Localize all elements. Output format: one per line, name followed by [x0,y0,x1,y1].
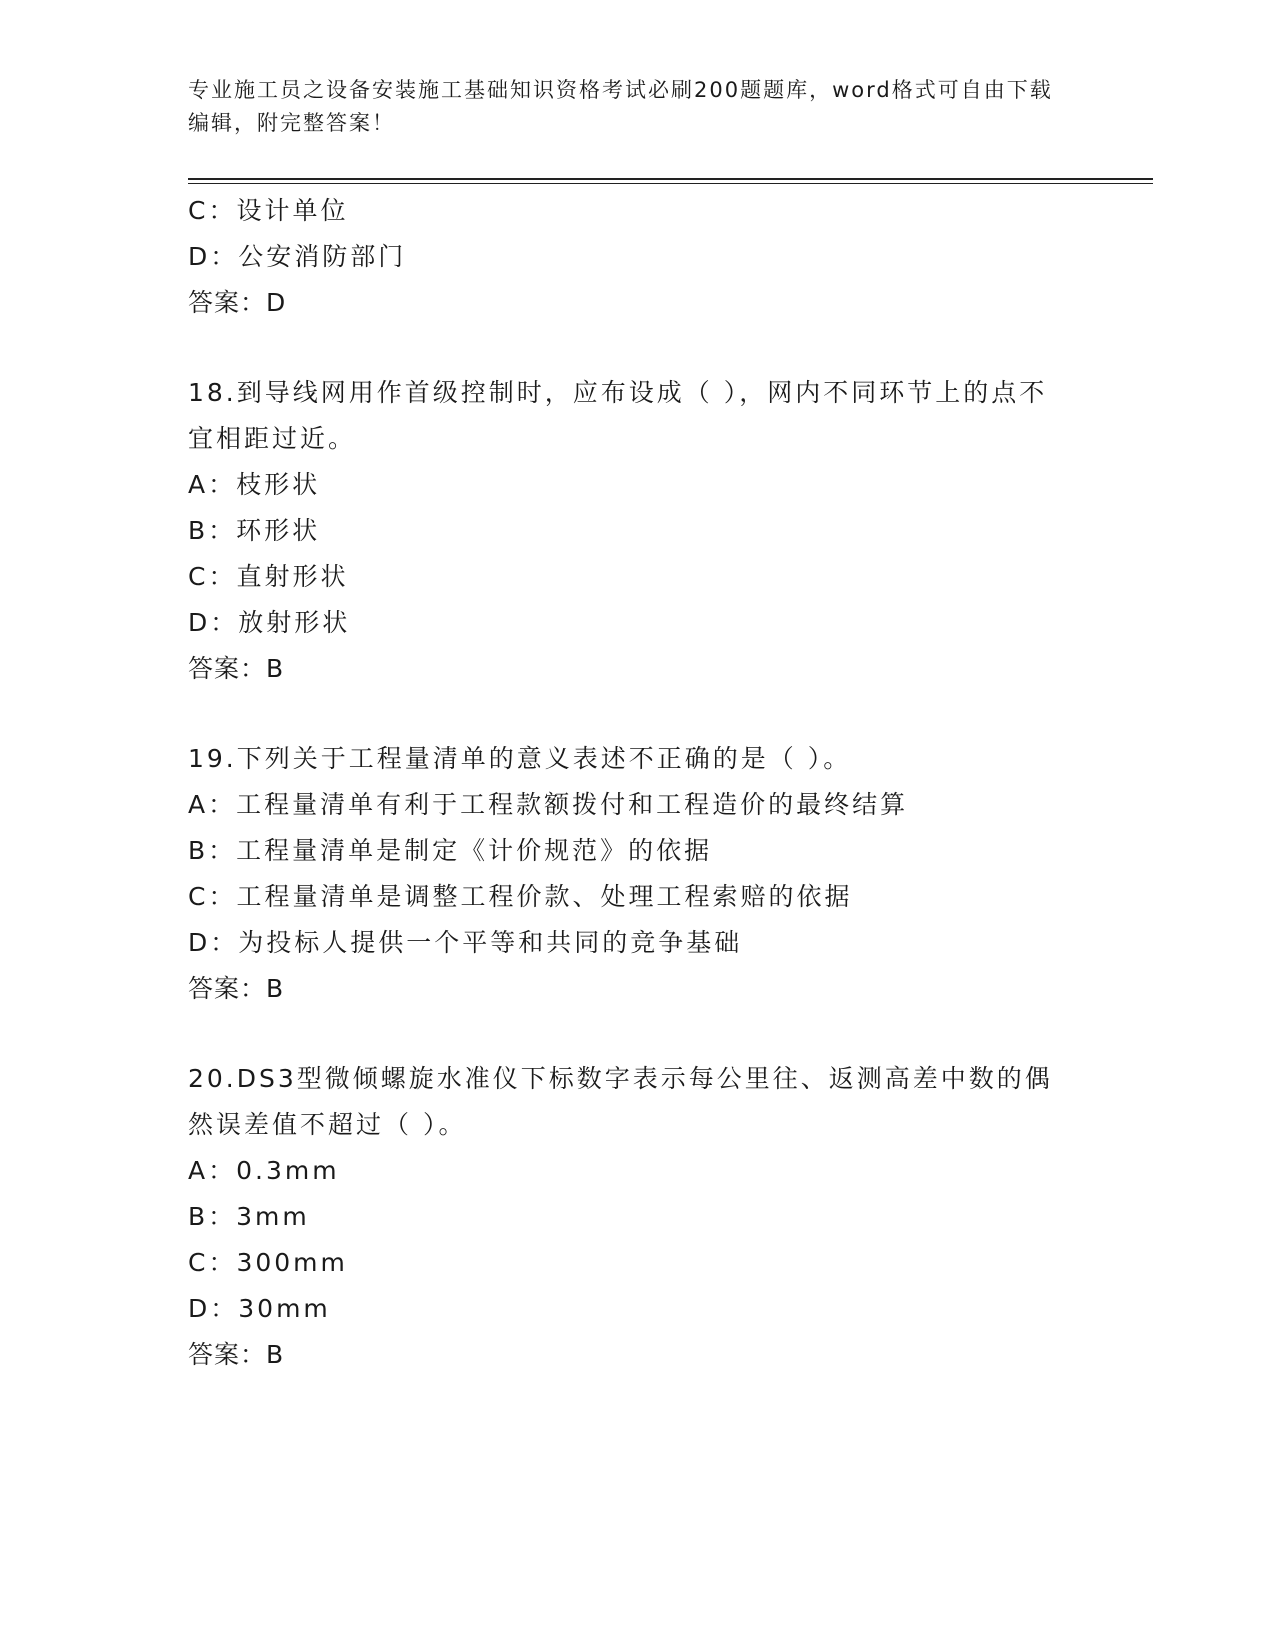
option-text: 环形状 [236,516,321,545]
option-b [188,828,1068,874]
option-text: 工程量清单是调整工程价款、处理工程索赔的依据 [236,882,853,911]
option-text: 工程量清单是制定《计价规范》的依据 [236,836,713,865]
option-label: A： [188,790,237,819]
option-label: D： [188,928,239,957]
option-d [188,600,1068,646]
answer: 答案：B [188,1340,285,1369]
option-label: C： [188,562,237,591]
question-list [188,188,1068,1378]
option-text: 0.3mm [236,1156,340,1185]
option-b [188,1194,1068,1240]
option-text: 公安消防部门 [238,242,407,271]
option-label: D： [188,1294,239,1323]
option-label: D： [188,242,239,271]
option-text: 放射形状 [238,608,351,637]
question-text: 19.下列关于工程量清单的意义表述不正确的是（ ）。 [188,744,852,773]
header-rule-thick [188,178,1153,180]
question-18 [188,370,1068,692]
option-label: A： [188,1156,237,1185]
option-d [188,920,1068,966]
option-c [188,874,1068,920]
option-text: 300mm [236,1248,348,1277]
option-label: C： [188,196,237,225]
option-text: 30mm [238,1294,331,1323]
option-text: 枝形状 [236,470,321,499]
option-text: 设计单位 [236,196,349,225]
header-rule-thin [188,183,1153,184]
option-a [188,782,1068,828]
option-text: 3mm [236,1202,310,1231]
document-header [188,74,1068,140]
option-label: B： [188,836,237,865]
answer: 答案：B [188,654,285,683]
option-a [188,462,1068,508]
option-label: C： [188,1248,237,1277]
option-label: B： [188,516,237,545]
question-text: 20.DS3型微倾螺旋水准仪下标数字表示每公里往、返测高差中数的偶然误差值不超过（ ）。 [188,1064,1053,1139]
option-c [188,554,1068,600]
question-17-continued [188,188,1068,326]
option-text: 工程量清单有利于工程款额拨付和工程造价的最终结算 [236,790,909,819]
option-c [188,1240,1068,1286]
question-text: 18.到导线网用作首级控制时，应布设成（ ），网内不同环节上的点不宜相距过近。 [188,378,1048,453]
option-c [188,188,1068,234]
option-b [188,508,1068,554]
option-d [188,1286,1068,1332]
option-a [188,1148,1068,1194]
question-19 [188,736,1068,1012]
option-label: A： [188,470,237,499]
answer: 答案：B [188,974,285,1003]
option-text: 直射形状 [236,562,349,591]
option-label: C： [188,882,237,911]
question-20 [188,1056,1068,1378]
option-label: D： [188,608,239,637]
header-title: 专业施工员之设备安装施工基础知识资格考试必刷200题题库，word格式可自由下载编辑，附完整答案！ [188,78,1053,135]
answer: 答案：D [188,288,287,317]
option-text: 为投标人提供一个平等和共同的竞争基础 [238,928,743,957]
option-d [188,234,1068,280]
option-label: B： [188,1202,237,1231]
